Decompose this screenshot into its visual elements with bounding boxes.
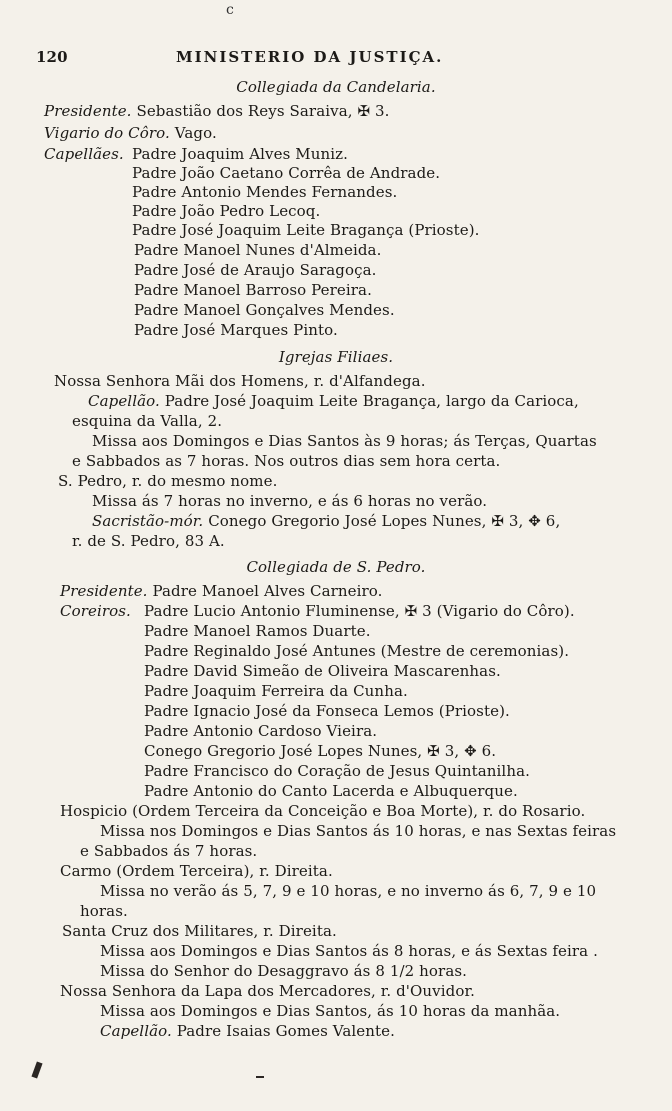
capellao-item: Padre José Marques Pinto. [134, 321, 338, 339]
missa-cont: e Sabbados ás 7 horas. [80, 842, 258, 860]
capellao-item: Padre Joaquim Alves Muniz. [132, 145, 349, 163]
running-title: MINISTERIO DA JUSTIÇA. [176, 48, 444, 66]
missa-line: Missa aos Domingos e Dias Santos às 9 horas; ás Terças, Quartas [92, 432, 597, 450]
coreiro-item: Padre Reginaldo José Antunes (Mestre de ceremonias). [144, 642, 570, 660]
missa-line: Missa do Senhor do Desaggravo ás 8 1/2 horas. [100, 962, 468, 980]
presidente-label: Presidente. [60, 582, 148, 600]
missa-line: Missa no verão ás 5, 7, 9 e 10 horas, e no inverno ás 6, 7, 9 e 10 [100, 882, 597, 900]
hospicio-line: Hospicio (Ordem Terceira da Conceição e Boa Morte), r. do Rosario. [60, 802, 586, 820]
coreiro-item: Padre Lucio Antonio Fluminense, ✠ 3 (Vigario do Côro). [144, 602, 575, 620]
section-title-filiaes: Igrejas Filiaes. [278, 348, 394, 366]
capellao-item: Padre João Caetano Corrêa de Andrade. [132, 164, 441, 182]
sacristao-cont: r. de S. Pedro, 83 A. [72, 532, 225, 550]
section-title-candelaria: Collegiada da Candelaria. [236, 78, 436, 96]
capellao-line [88, 392, 579, 410]
capellao-label: Capellão. [88, 392, 160, 410]
lapa-line: Nossa Senhora da Lapa dos Mercadores, r. d'Ouvidor. [60, 982, 475, 1000]
lapa-capellao-line [100, 1022, 395, 1040]
carmo-line: Carmo (Ordem Terceira), r. Direita. [60, 862, 333, 880]
coreiro-item: Padre Antonio do Canto Lacerda e Albuquerque. [144, 782, 518, 800]
capellao-text: Padre José Joaquim Leite Bragança, largo da Carioca, [164, 392, 579, 410]
capellao-item: Padre Manoel Barroso Pereira. [134, 281, 372, 299]
missa-line: Missa aos Domingos e Dias Santos, ás 10 horas da manhãa. [100, 1002, 561, 1020]
coreiro-item: Padre Ignacio José da Fonseca Lemos (Prioste). [144, 702, 510, 720]
santacruz-line: Santa Cruz dos Militares, r. Direita. [62, 922, 337, 940]
presidente-line [44, 102, 390, 120]
missa-line: Missa nos Domingos e Dias Santos ás 10 horas, e nas Sextas feiras [100, 822, 617, 840]
page-number: 120 [36, 48, 68, 66]
presidente-text: Padre Manoel Alves Carneiro. [152, 582, 383, 600]
sacristao-label: Sacristão-mór. [92, 512, 204, 530]
sacristao-text: Conego Gregorio José Lopes Nunes, ✠ 3, ✥ 6, [208, 512, 561, 530]
capellaes-line [44, 145, 124, 163]
capellao-item: Padre Manoel Nunes d'Almeida. [134, 241, 382, 259]
top-mark: c [226, 2, 234, 18]
coreiro-item: Padre David Simeão de Oliveira Mascarenhas. [144, 662, 501, 680]
coreiro-item: Padre Manoel Ramos Duarte. [144, 622, 371, 640]
coreiro-item: Padre Antonio Cardoso Vieira. [144, 722, 378, 740]
missa-line: Missa aos Domingos e Dias Santos ás 8 horas, e ás Sextas feira . [100, 942, 598, 960]
vigario-text: Vago. [174, 124, 217, 142]
sacristao-line [92, 512, 560, 530]
section-title-spedro: Collegiada de S. Pedro. [246, 558, 426, 576]
vigario-label: Vigario do Côro. [44, 124, 170, 142]
missa-line: Missa ás 7 horas no inverno, e ás 6 horas no verão. [92, 492, 488, 510]
coreiros-label: Coreiros. [60, 602, 131, 620]
capellao-cont: esquina da Valla, 2. [72, 412, 223, 430]
coreiro-item: Padre Joaquim Ferreira da Cunha. [144, 682, 408, 700]
ink-smudge [31, 1061, 42, 1078]
capellao-label: Capellão. [100, 1022, 172, 1040]
capellao-item: Padre José de Araujo Saragoça. [134, 261, 377, 279]
ink-smudge [256, 1076, 264, 1078]
capellao-item: Padre José Joaquim Leite Bragança (Prioste). [132, 221, 480, 239]
missa-cont: e Sabbados as 7 horas. Nos outros dias sem hora certa. [72, 452, 501, 470]
missa-cont: horas. [80, 902, 128, 920]
capellaes-label: Capellães. [44, 145, 124, 163]
capellao-item: Padre Manoel Gonçalves Mendes. [134, 301, 395, 319]
capellao-item: Padre João Pedro Lecoq. [132, 202, 321, 220]
capellao-item: Padre Antonio Mendes Fernandes. [132, 183, 398, 201]
coreiros-line [60, 602, 131, 620]
presidente-label: Presidente. [44, 102, 132, 120]
coreiro-item: Padre Francisco do Coração de Jesus Quintanilha. [144, 762, 530, 780]
presidente-text: Sebastião dos Reys Saraiva, ✠ 3. [136, 102, 390, 120]
vigario-line [44, 124, 217, 142]
spedro-presidente-line [60, 582, 383, 600]
nsmh-line: Nossa Senhora Mãi dos Homens, r. d'Alfandega. [54, 372, 426, 390]
capellao-text: Padre Isaias Gomes Valente. [176, 1022, 395, 1040]
coreiro-item: Conego Gregorio José Lopes Nunes, ✠ 3, ✥ 6. [144, 742, 497, 760]
spedro-line: S. Pedro, r. do mesmo nome. [58, 472, 278, 490]
